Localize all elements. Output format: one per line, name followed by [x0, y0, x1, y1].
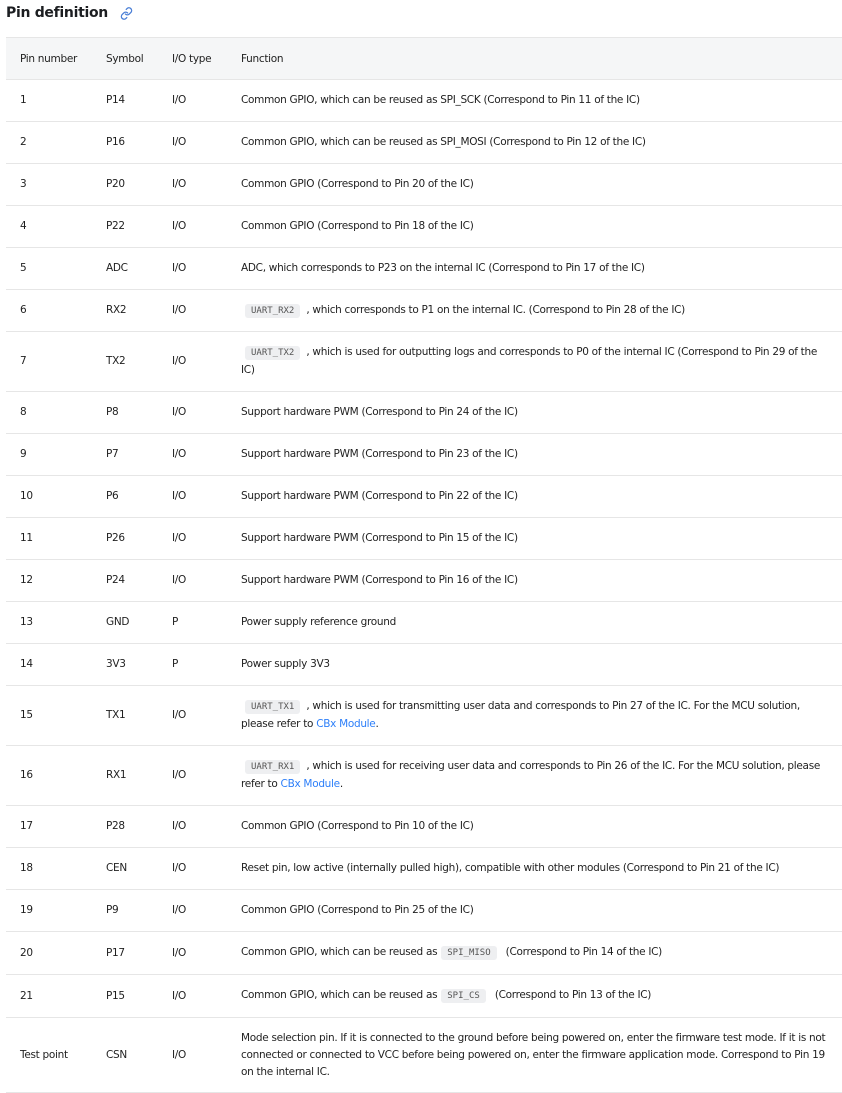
pin-number-cell: 5: [20, 262, 27, 274]
function-cell: Support hardware PWM (Correspond to Pin 22 of the IC): [241, 490, 518, 502]
pin-number-cell: 15: [20, 709, 33, 721]
table-row: [6, 644, 842, 686]
pin-number-cell: 1: [20, 94, 27, 106]
table-row: [6, 164, 842, 206]
symbol-cell: RX2: [106, 304, 127, 316]
function-cell: Support hardware PWM (Correspond to Pin 23 of the IC): [241, 448, 518, 460]
io-type-cell: I/O: [172, 820, 186, 832]
table-row: [6, 890, 842, 932]
function-cell: Common GPIO (Correspond to Pin 20 of the IC): [241, 178, 474, 190]
io-type-cell: I/O: [172, 532, 186, 544]
function-cell: Common GPIO (Correspond to Pin 25 of the IC): [241, 904, 474, 916]
function-cell: [227, 332, 842, 392]
function-cell: [227, 975, 842, 1018]
pin-number-cell: 19: [20, 904, 33, 916]
table-row: [6, 80, 842, 122]
function-cell: Mode selection pin. If it is connected to the ground before being powered on, enter the firmware test mode. If it is not connected or connected to VCC before being powered on, enter the firmware application mode. Correspond to Pin 19 on the internal IC.: [241, 1031, 826, 1078]
symbol-cell: P17: [106, 946, 125, 959]
pin-number-cell: 3: [20, 178, 27, 190]
table-row: [6, 518, 842, 560]
pin-number-cell: 16: [20, 769, 33, 781]
column-header-symbol: Symbol: [106, 52, 144, 65]
io-type-cell: I/O: [172, 490, 186, 502]
io-type-cell: I/O: [172, 220, 186, 232]
pin-number-cell: 7: [20, 355, 27, 367]
page-title: Pin definition: [6, 5, 108, 21]
symbol-cell: P15: [106, 989, 125, 1002]
symbol-cell: 3V3: [106, 658, 126, 670]
cbx-module-link[interactable]: CBx Module: [316, 718, 376, 730]
io-type-cell: I/O: [172, 304, 186, 316]
function-text: , which is used for outputting logs and corresponds to P0 of the internal IC (Correspond to Pin 29 of the IC): [241, 346, 818, 376]
table-row: [6, 932, 842, 975]
symbol-cell: CSN: [106, 1048, 127, 1061]
function-text-tail: .: [375, 718, 379, 730]
pin-definition-table: [6, 37, 842, 1093]
symbol-cell: CEN: [106, 862, 127, 874]
function-cell: Support hardware PWM (Correspond to Pin 15 of the IC): [241, 532, 518, 544]
table-row: [6, 392, 842, 434]
function-cell: Power supply reference ground: [241, 616, 396, 628]
pin-number-cell: 18: [20, 862, 33, 874]
symbol-cell: P28: [106, 820, 125, 832]
function-cell: [227, 932, 842, 975]
function-cell: Common GPIO, which can be reused as SPI_MOSI (Correspond to Pin 12 of the IC): [241, 136, 646, 148]
table-row: [6, 434, 842, 476]
io-type-cell: I/O: [172, 904, 186, 916]
pin-number-cell: 4: [20, 220, 27, 232]
symbol-cell: P20: [106, 178, 125, 190]
io-type-cell: I/O: [172, 94, 186, 106]
pin-number-cell: 20: [20, 946, 33, 959]
io-type-cell: I/O: [172, 406, 186, 418]
function-text-tail: (Correspond to Pin 14 of the IC): [502, 946, 662, 958]
pin-number-cell: 21: [20, 989, 33, 1002]
io-type-cell: I/O: [172, 1048, 186, 1061]
symbol-cell: TX2: [106, 355, 126, 367]
function-text-tail: (Correspond to Pin 13 of the IC): [491, 989, 652, 1001]
symbol-cell: P7: [106, 448, 119, 460]
pin-number-cell: 10: [20, 490, 33, 502]
inline-code: SPI_CS: [441, 989, 486, 1003]
table-row: [6, 686, 842, 746]
function-text: , which corresponds to P1 on the internal IC. (Correspond to Pin 28 of the IC): [306, 303, 685, 316]
symbol-cell: GND: [106, 616, 130, 628]
pin-number-cell: 14: [20, 658, 33, 670]
table-row: [6, 206, 842, 248]
symbol-cell: P16: [106, 136, 125, 148]
symbol-cell: ADC: [106, 262, 128, 274]
pin-number-cell: 17: [20, 820, 33, 832]
io-type-cell: P: [172, 658, 179, 670]
table-row: [6, 290, 842, 332]
table-row: [6, 806, 842, 848]
cbx-module-link[interactable]: CBx Module: [280, 778, 340, 790]
table-row: [6, 248, 842, 290]
function-cell: ADC, which corresponds to P23 on the internal IC (Correspond to Pin 17 of the IC): [241, 262, 645, 274]
symbol-cell: P6: [106, 490, 119, 502]
table-row: [6, 332, 842, 392]
table-row: [6, 1018, 842, 1093]
pin-number-cell: 2: [20, 136, 27, 148]
table-row: [6, 975, 842, 1018]
io-type-cell: I/O: [172, 136, 186, 148]
inline-code: UART_RX1: [245, 760, 300, 774]
pin-number-cell: 6: [20, 304, 27, 316]
io-type-cell: I/O: [172, 862, 186, 874]
function-cell: Power supply 3V3: [241, 658, 330, 670]
function-cell: Support hardware PWM (Correspond to Pin 24 of the IC): [241, 406, 518, 418]
io-type-cell: I/O: [172, 448, 186, 460]
column-header-pin-number: Pin number: [20, 52, 77, 65]
pin-number-cell: Test point: [20, 1048, 68, 1061]
table-row: [6, 746, 842, 806]
table-row: [6, 560, 842, 602]
inline-code: UART_TX1: [245, 700, 300, 714]
symbol-cell: TX1: [106, 709, 126, 721]
function-text: Common GPIO, which can be reused as: [241, 989, 438, 1001]
symbol-cell: P9: [106, 904, 119, 916]
function-text-tail: .: [339, 778, 343, 790]
io-type-cell: I/O: [172, 574, 186, 586]
io-type-cell: I/O: [172, 262, 186, 274]
io-type-cell: I/O: [172, 355, 186, 367]
function-text: , which is used for receiving user data and corresponds to Pin 26 of the IC. For the MCU solution, please refer to: [241, 760, 821, 790]
function-cell: Common GPIO, which can be reused as SPI_SCK (Correspond to Pin 11 of the IC): [241, 94, 640, 106]
function-cell: Reset pin, low active (internally pulled high), compatible with other modules (Correspond to Pin 21 of the IC): [241, 862, 780, 874]
column-header-io-type: I/O type: [172, 52, 212, 65]
table-row: [6, 476, 842, 518]
table-row: [6, 122, 842, 164]
io-type-cell: I/O: [172, 946, 186, 959]
column-header-function: Function: [241, 52, 284, 65]
pin-number-cell: 12: [20, 574, 33, 586]
function-cell: [227, 290, 842, 332]
function-cell: Common GPIO (Correspond to Pin 18 of the IC): [241, 220, 474, 232]
table-row: [6, 848, 842, 890]
symbol-cell: P8: [106, 406, 119, 418]
inline-code: UART_TX2: [245, 346, 300, 360]
function-cell: Common GPIO (Correspond to Pin 10 of the IC): [241, 820, 474, 832]
table-header-row: [6, 38, 842, 80]
function-text: Common GPIO, which can be reused as: [241, 946, 438, 958]
io-type-cell: I/O: [172, 989, 186, 1002]
pin-number-cell: 8: [20, 406, 27, 418]
symbol-cell: P14: [106, 94, 125, 106]
io-type-cell: I/O: [172, 769, 186, 781]
symbol-cell: P26: [106, 532, 125, 544]
symbol-cell: P24: [106, 574, 125, 586]
section-header: [6, 0, 842, 26]
inline-code: UART_RX2: [245, 304, 300, 318]
link-icon[interactable]: [120, 6, 134, 20]
io-type-cell: I/O: [172, 709, 186, 721]
symbol-cell: RX1: [106, 769, 127, 781]
function-text: , which is used for transmitting user data and corresponds to Pin 27 of the IC. For the MCU solution, please refer to: [241, 700, 800, 730]
function-cell: [227, 686, 842, 746]
table-row: [6, 602, 842, 644]
io-type-cell: P: [172, 616, 179, 628]
symbol-cell: P22: [106, 220, 125, 232]
pin-number-cell: 9: [20, 448, 27, 460]
pin-number-cell: 11: [20, 532, 33, 544]
io-type-cell: I/O: [172, 178, 186, 190]
function-cell: Support hardware PWM (Correspond to Pin 16 of the IC): [241, 574, 518, 586]
inline-code: SPI_MISO: [441, 946, 496, 960]
function-cell: [227, 746, 842, 806]
pin-number-cell: 13: [20, 616, 33, 628]
